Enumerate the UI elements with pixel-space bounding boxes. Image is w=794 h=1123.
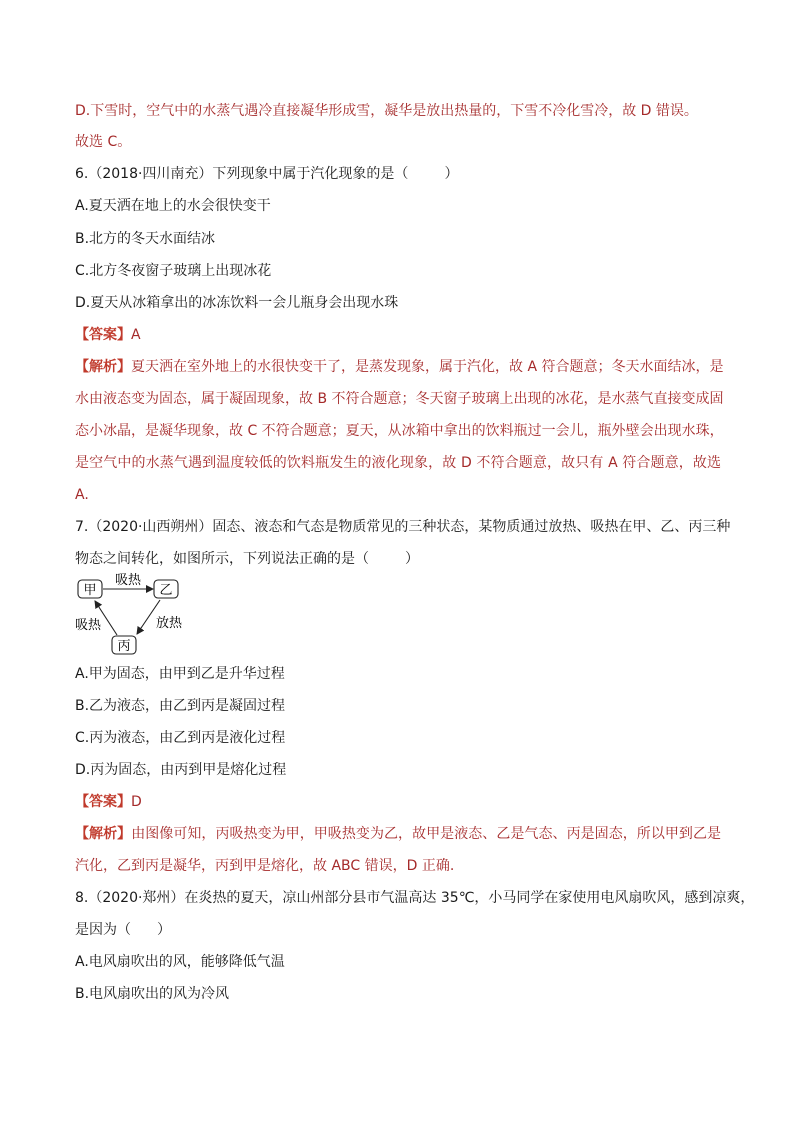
q6-analysis-line-4: 是空气中的水蒸气遇到温度较低的饮料瓶发生的液化现象，故 D 不符合题意，故只有 A 符合题意，故选 [75, 455, 721, 471]
q7-answer-value: D [131, 794, 142, 810]
q6-option-a: A.夏天洒在地上的水会很快变干 [75, 198, 271, 214]
q7-analysis-line-2: 汽化，乙到丙是凝华，丙到甲是熔化，故 ABC 错误，D 正确. [75, 858, 455, 874]
q7-option-c: C.丙为液态，由乙到丙是液化过程 [75, 730, 286, 746]
q6-answer-tag: 【答案】 [75, 327, 131, 343]
q6-option-b: B.北方的冬天水面结冰 [75, 231, 216, 247]
q7-answer [75, 792, 142, 812]
q6-stem [75, 164, 458, 184]
q7-stem-text-2: 物态之间转化，如图所示，下列说法正确的是（ [75, 551, 369, 567]
q8-stem-text-2: 是因为（ [75, 922, 131, 938]
q8-option-b: B.电风扇吹出的风为冷风 [75, 986, 230, 1002]
label-a-to-b: 吸热 [114, 573, 142, 588]
q7-option-b: B.乙为液态，由乙到丙是凝固过程 [75, 698, 286, 714]
q6-stem-end: ） [444, 166, 459, 182]
q6-answer [75, 325, 141, 345]
prev-explanation-d: D.下雪时，空气中的水蒸气遇冷直接凝华形成雪，凝华是放出热量的，下雪不冷化雪冷，故 D 错误。 [75, 103, 698, 119]
q6-analysis-line-1 [75, 357, 724, 377]
q6-analysis-line-2: 水由液态变为固态，属于凝固现象，故 B 不符合题意；冬天窗子玻璃上出现的冰花，是水蒸气直接变成固 [75, 391, 724, 407]
label-c-to-a: 吸热 [75, 618, 102, 633]
state-change-diagram [72, 572, 192, 658]
q6-option-c: C.北方冬夜窗子玻璃上出现冰花 [75, 263, 272, 279]
q7-analysis-line-1 [75, 824, 721, 844]
q6-answer-value: A [131, 327, 141, 343]
q8-option-a: A.电风扇吹出的风，能够降低气温 [75, 954, 285, 970]
q7-stem-line-2 [75, 549, 419, 569]
q6-analysis-tag: 【解析】 [75, 359, 131, 375]
node-c-label: 丙 [117, 639, 131, 654]
q7-stem-end: ） [405, 551, 419, 567]
q6-analysis-line-5: A. [75, 487, 89, 503]
q6-option-d: D.夏天从冰箱拿出的冰冻饮料一会儿瓶身会出现水珠 [75, 295, 399, 311]
q7-option-d: D.丙为固态，由丙到甲是熔化过程 [75, 762, 287, 778]
prev-conclusion: 故选 C。 [75, 134, 132, 150]
q7-answer-tag: 【答案】 [75, 794, 131, 810]
q8-stem-line-2 [75, 920, 171, 940]
node-a-label: 甲 [83, 583, 97, 598]
q6-analysis-text-1: 夏天洒在室外地上的水很快变干了，是蒸发现象，属于汽化，故 A 符合题意；冬天水面结冰，是 [131, 359, 724, 375]
q7-analysis-text-1: 由图像可知，丙吸热变为甲，甲吸热变为乙，故甲是液态、乙是气态、丙是固态，所以甲到乙是 [131, 826, 722, 842]
q8-stem-line-1: 8.（2020·郑州）在炎热的夏天，凉山州部分县市气温高达 35℃，小马同学在家使用电风扇吹风，感到凉爽， [75, 890, 755, 906]
q6-stem-text: 6.（2018·四川南充）下列现象中属于汽化现象的是（ [75, 166, 409, 182]
q7-stem-line-1: 7.（2020·山西朔州）固态、液态和气态是物质常见的三种状态，某物质通过放热、吸热在甲、乙、丙三种 [75, 519, 731, 535]
q6-analysis-line-3: 态小冰晶，是凝华现象，故 C 不符合题意；夏天，从冰箱中拿出的饮料瓶过一会儿，瓶外壁会出现水珠， [75, 423, 724, 439]
q8-stem-end: ） [157, 922, 171, 938]
q7-option-a: A.甲为固态，由甲到乙是升华过程 [75, 666, 285, 682]
q7-analysis-tag: 【解析】 [75, 826, 132, 842]
label-b-to-c: 放热 [156, 616, 183, 631]
node-b-label: 乙 [159, 583, 173, 598]
